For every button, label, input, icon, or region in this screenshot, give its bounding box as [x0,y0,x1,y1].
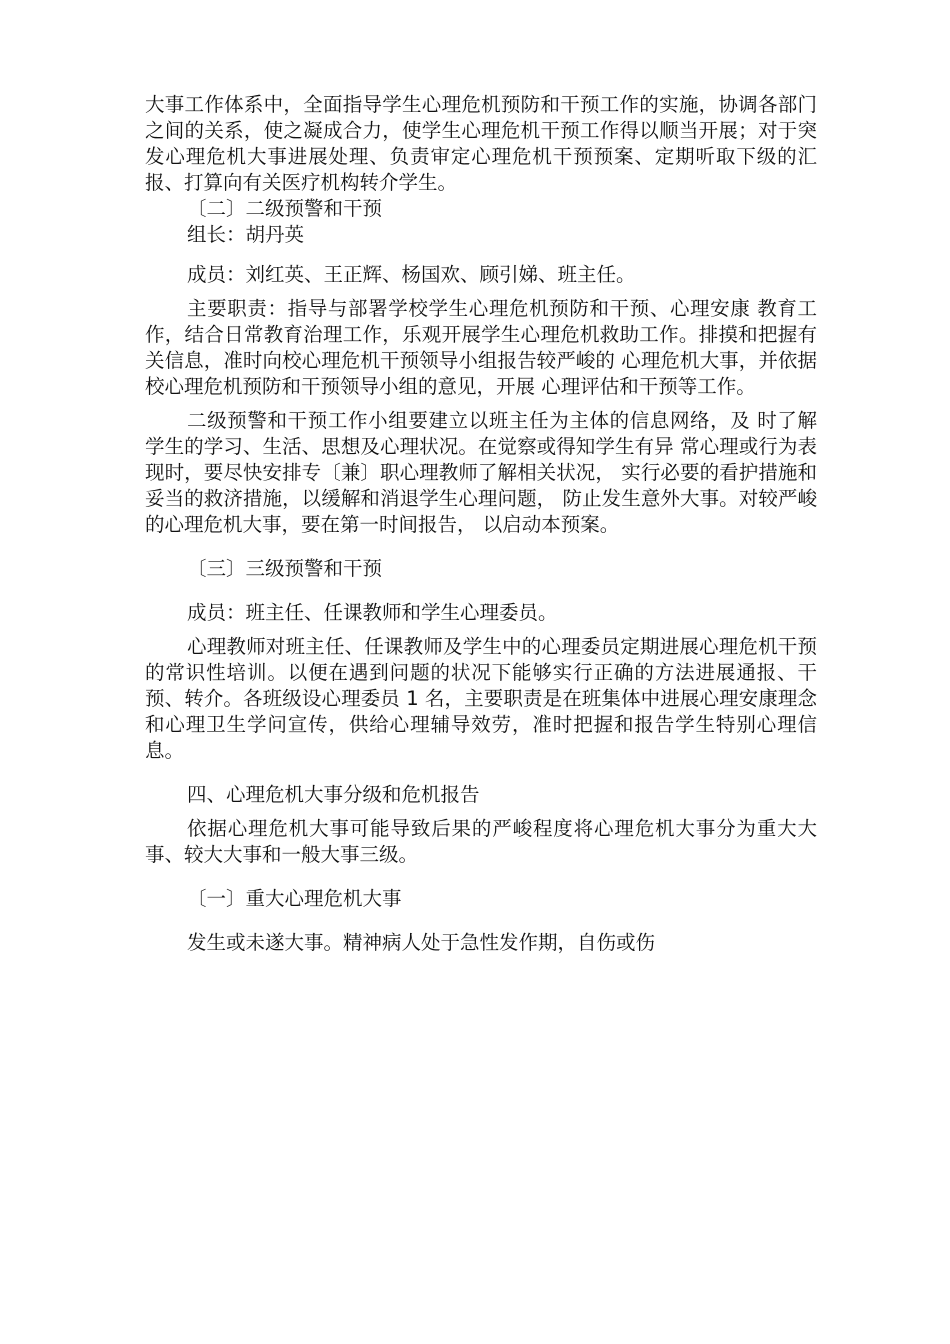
section-heading-four: 四、心理危机大事分级和危机报告 [187,783,480,806]
members-line-level-two: 成员：刘红英、王正辉、杨国欢、顾引娣、班主任。 [187,263,636,286]
group-leader-line: 组长：胡丹英 [187,223,305,246]
heading-level-three: 〔三〕三级预警和干预 [187,557,383,580]
paragraph-classification: 依据心理危机大事可能导致后果的严峻程度将心理危机大事分为重大大事、较大大事和一般大事三级。 [145,817,817,866]
paragraph-major-crisis: 发生或未遂大事。精神病人处于急性发作期，自伤或伤 [187,931,656,954]
paragraph-training: 心理教师对班主任、任课教师及学生中的心理委员定期进展心理危机干预的常识性培训。以便在遇到问题的状况下能够实行正确的方法进展通报、干预、转介。各班级设心理委员 1 名，主要职责是在班集体中进展心理安康理念和心理卫生学问宣传，供给心理辅导效劳，准时把握和报告学生特别心理信息。 [145,635,817,762]
heading-major-crisis: 〔一〕重大心理危机大事 [187,887,402,910]
paragraph-info-network: 二级预警和干预工作小组要建立以班主任为主体的信息网络，及 时了解学生的学习、生活、思想及心理状况。在觉察或得知学生有异 常心理或行为表现时，要尽快安排专〔兼〕职心理教师了解相关状况， 实行必要的看护措施和妥当的救济措施，以缓解和消退学生心理问题， 防止发生意外大事。对较严峻的心理危机大事，要在第一时间报告， 以启动本预案。 [145,409,817,536]
heading-level-two: 〔二〕二级预警和干预 [187,197,383,220]
paragraph-main-duties: 主要职责：指导与部署学校学生心理危机预防和干预、心理安康 教育工作，结合日常教育治理工作，乐观开展学生心理危机救助工作。排摸和把握有关信息，准时向校心理危机干预领导小组报告较严峻的 心理危机大事，并依据校心理危机预防和干预领导小组的意见，开展 心理评估和干预等工作。 [145,297,817,398]
members-line-level-three: 成员：班主任、任课教师和学生心理委员。 [187,601,558,624]
document-page [145,92,817,956]
paragraph-intro: 大事工作体系中，全面指导学生心理危机预防和干预工作的实施，协调各部门之间的关系，使之凝成合力，使学生心理危机干预工作得以顺当开展；对于突发心理危机大事进展处理、负责审定心理危机干预预案、定期听取下级的汇报、打算向有关医疗机构转介学生。 [145,93,817,194]
